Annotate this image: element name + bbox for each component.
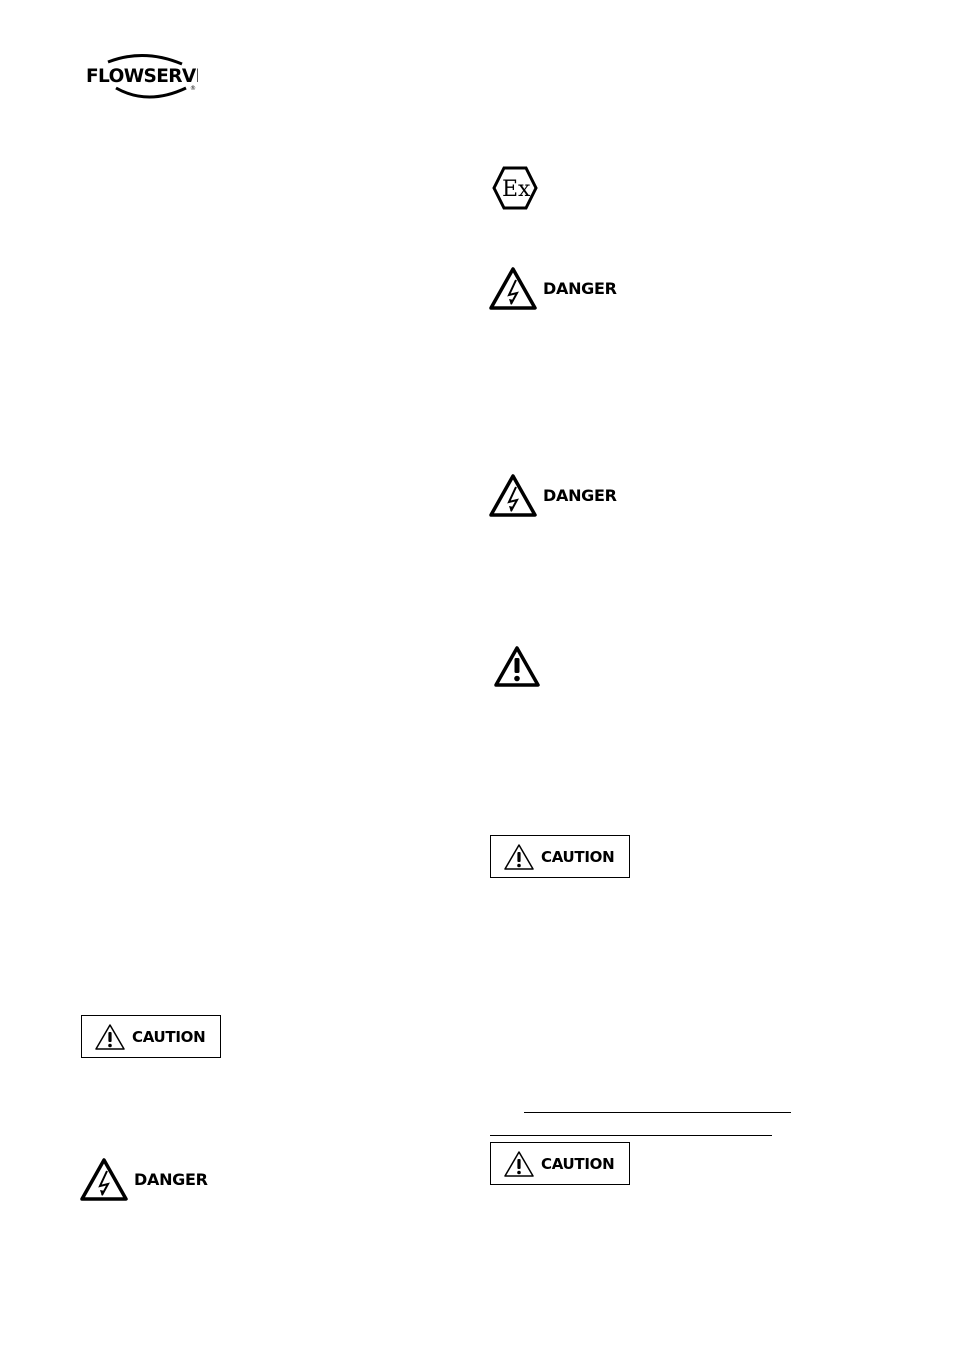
danger-symbol-1 — [489, 266, 617, 310]
caution-box-2 — [490, 1142, 630, 1185]
warning-triangle-icon — [503, 1150, 535, 1178]
danger-label-2: DANGER — [543, 485, 617, 505]
electrical-hazard-triangle-icon — [489, 266, 537, 310]
logo-registered-mark: ® — [190, 85, 196, 92]
electrical-hazard-triangle-icon — [80, 1157, 128, 1201]
logo-text: FLOWSERVE — [86, 66, 198, 87]
ex-hexagon-icon — [492, 166, 538, 210]
warning-triangle-icon — [494, 645, 540, 687]
underline-rule-1 — [524, 1112, 791, 1113]
warning-triangle-icon — [503, 843, 535, 871]
danger-label-3: DANGER — [134, 1169, 208, 1189]
warning-symbol — [494, 645, 540, 692]
underline-rule-2 — [490, 1135, 772, 1136]
caution-box-3 — [81, 1015, 221, 1058]
ex-label: Ex — [502, 177, 531, 202]
flowserve-logo — [86, 52, 198, 100]
danger-symbol-3 — [80, 1157, 208, 1201]
caution-label-1: CAUTION — [541, 847, 615, 866]
danger-symbol-2 — [489, 473, 617, 517]
ex-symbol — [492, 166, 538, 215]
caution-box-1 — [490, 835, 630, 878]
danger-label-1: DANGER — [543, 278, 617, 298]
warning-triangle-icon — [94, 1023, 126, 1051]
caution-label-3: CAUTION — [132, 1027, 206, 1046]
electrical-hazard-triangle-icon — [489, 473, 537, 517]
caution-label-2: CAUTION — [541, 1154, 615, 1173]
